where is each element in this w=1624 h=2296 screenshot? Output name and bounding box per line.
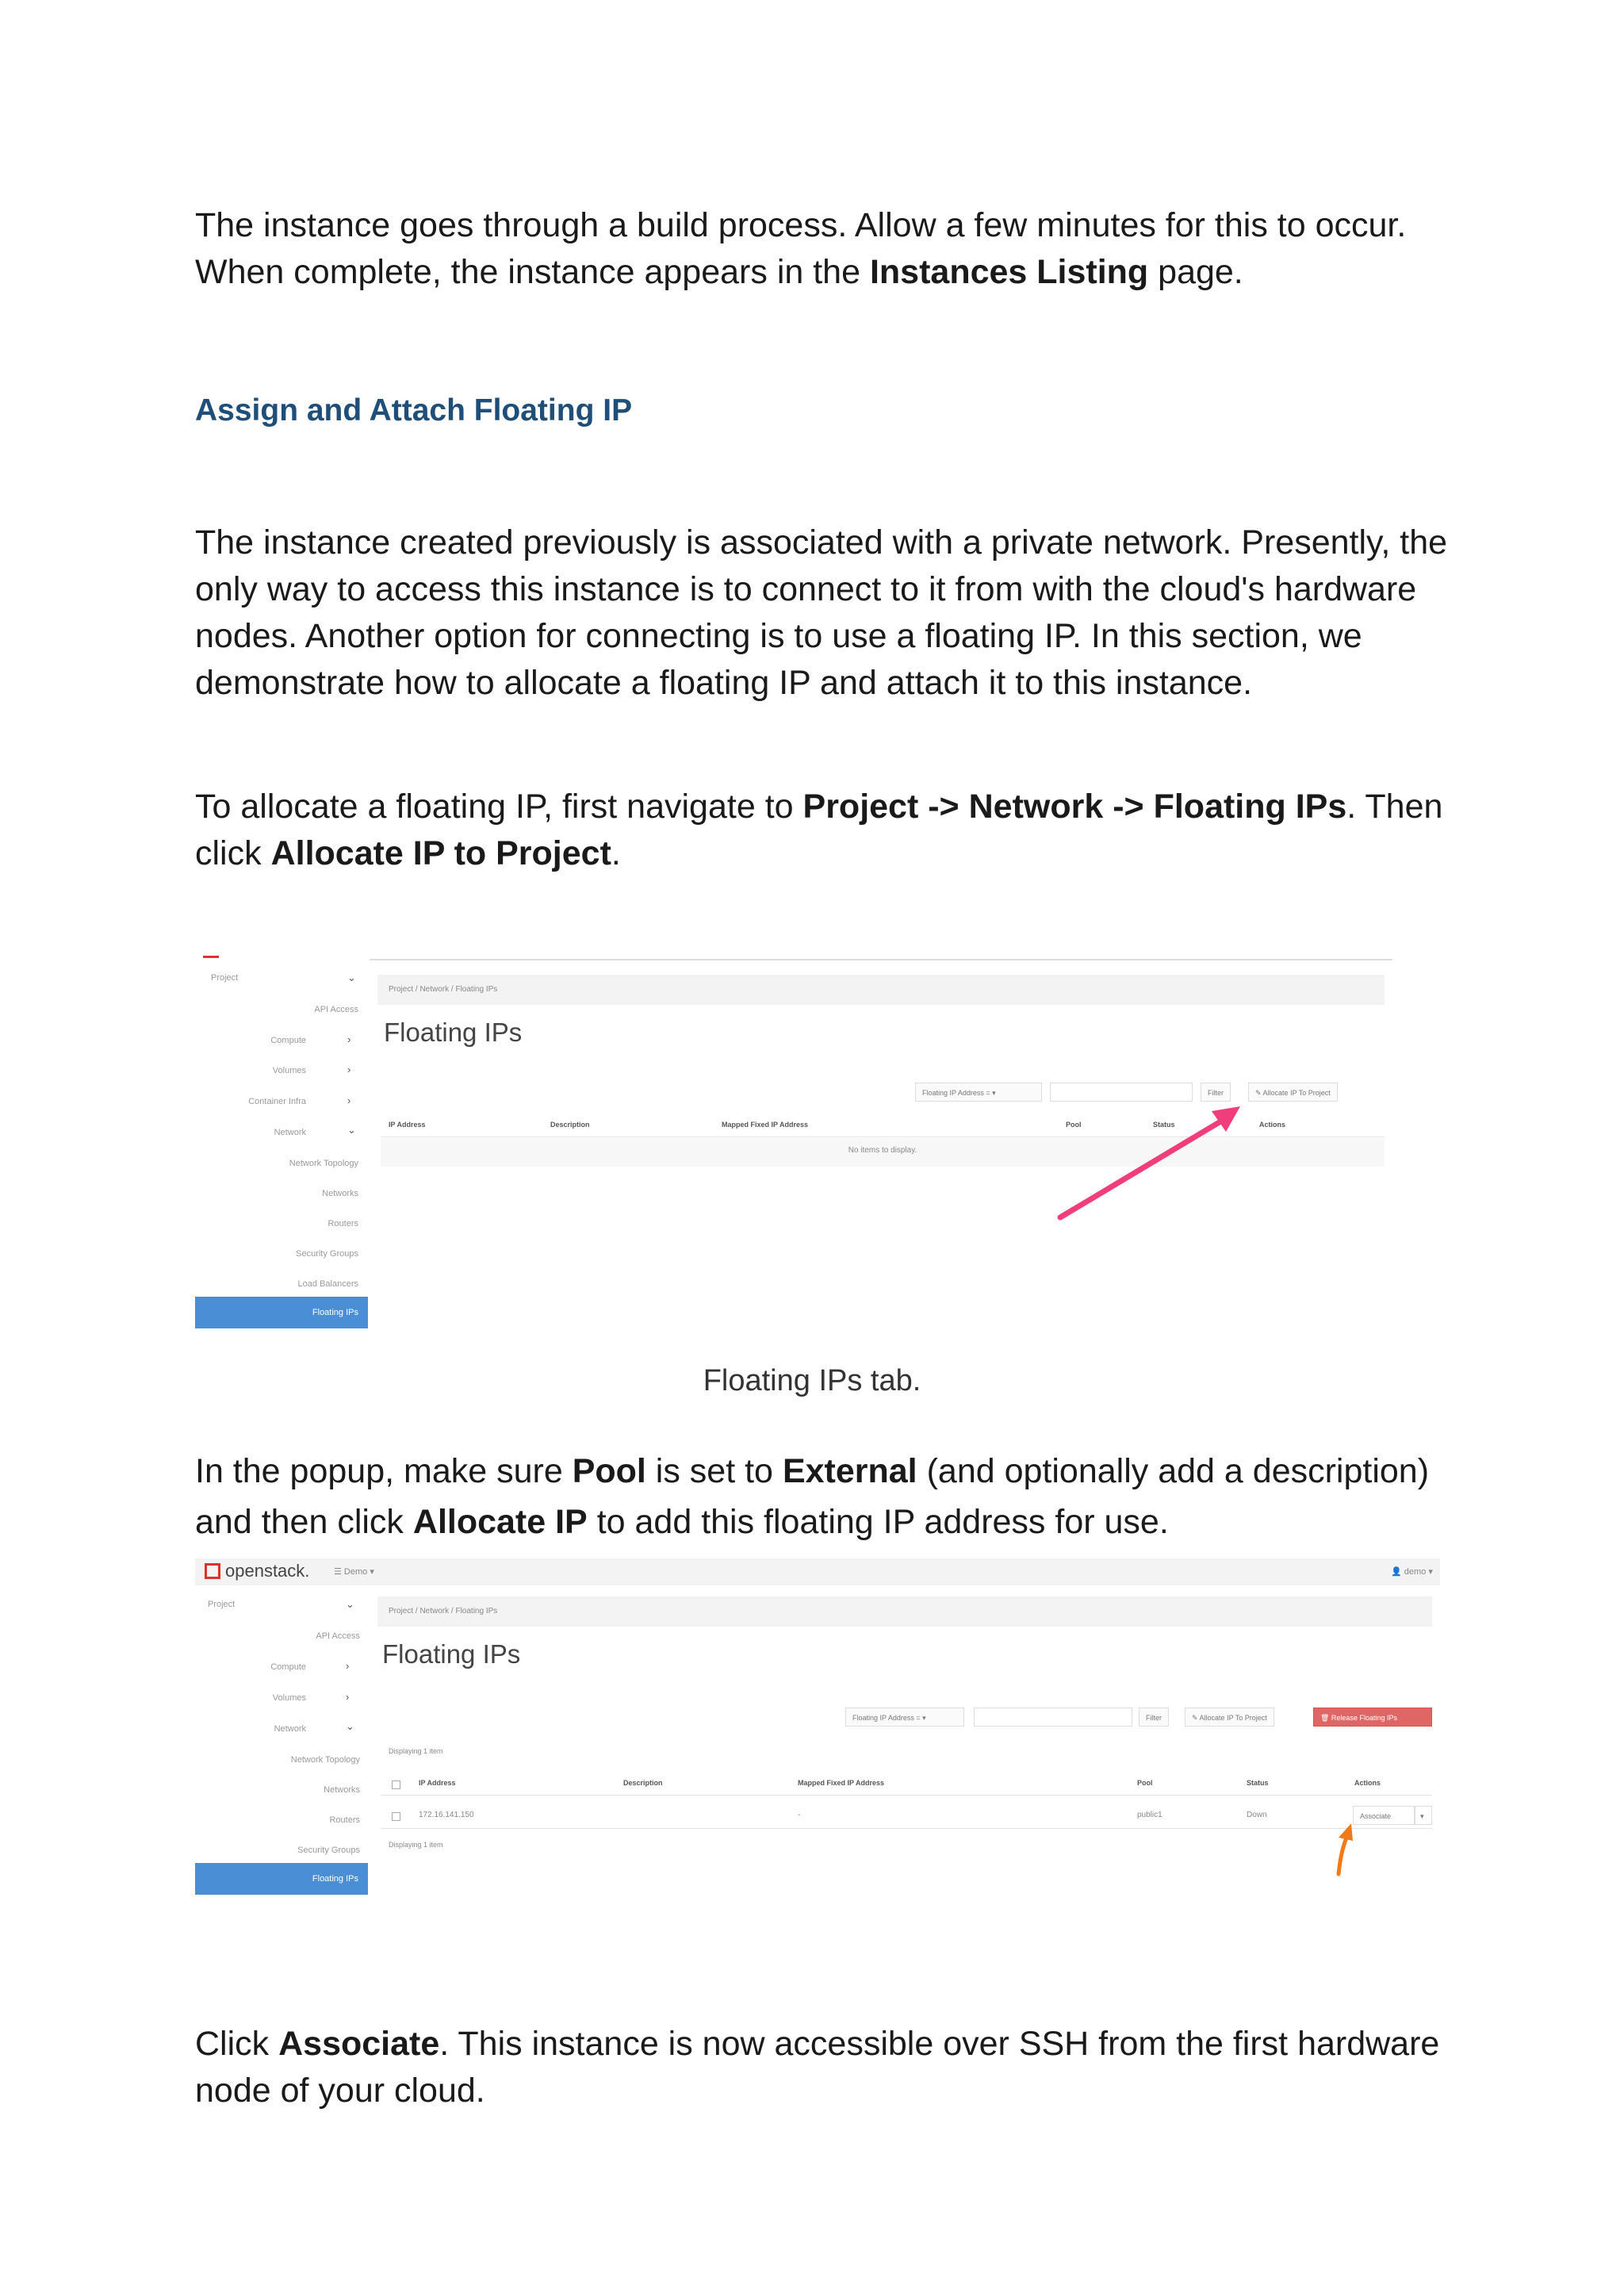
column-header[interactable]: IP Address: [389, 1121, 426, 1129]
figure-caption: Floating IPs tab.: [703, 1364, 921, 1397]
chevron-down-icon[interactable]: ▾: [1415, 1806, 1432, 1825]
column-header[interactable]: Status: [1247, 1779, 1269, 1787]
sidebar-item-security-groups[interactable]: Security Groups: [297, 1846, 360, 1855]
allocate-paragraph: To allocate a floating IP, first navigate to Project -> Network -> Floating IPs. Then click Allocate IP to Project.: [195, 788, 1443, 872]
column-header[interactable]: Description: [623, 1779, 663, 1787]
displaying-count: Displaying 1 item: [389, 1747, 443, 1755]
chevron-down-icon: ⌄: [346, 1720, 354, 1732]
filter-button[interactable]: Filter: [1201, 1083, 1231, 1102]
breadcrumb: Project / Network / Floating IPs: [377, 1596, 1432, 1627]
sidebar-item-routers[interactable]: Routers: [329, 1815, 360, 1825]
chevron-right-icon: ›: [347, 1064, 351, 1075]
empty-message: No items to display.: [848, 1146, 917, 1155]
network-paragraph: The instance created previously is associated with a private network. Presently, the only way to access this instance is to connect to it from with the cloud's hardware nodes. Another option for connecting is to use a floating IP. In this section, we demonstrate how to allocate a floating IP and attach it to this instance.: [195, 523, 1448, 702]
chevron-right-icon: ›: [346, 1660, 350, 1672]
sidebar-item-network-topology[interactable]: Network Topology: [289, 1159, 358, 1168]
column-header[interactable]: Description: [550, 1121, 590, 1129]
floating-ips-list-screenshot: [195, 1558, 1440, 1903]
sidebar-project[interactable]: Project: [208, 1600, 236, 1609]
associate-paragraph: Click Associate. This instance is now accessible over SSH from the first hardware node of your cloud.: [195, 2025, 1440, 2110]
chevron-down-icon: ⌄: [347, 1124, 356, 1136]
column-header[interactable]: Mapped Fixed IP Address: [722, 1121, 809, 1129]
pool-cell: public1: [1137, 1811, 1162, 1819]
allocate-ip-button[interactable]: ✎ Allocate IP To Project: [1248, 1083, 1338, 1102]
mapped-ip-cell: -: [798, 1811, 801, 1819]
sidebar-item-network[interactable]: Network: [274, 1724, 306, 1734]
sidebar-item-compute[interactable]: Compute: [270, 1036, 306, 1045]
sidebar-item-network-topology[interactable]: Network Topology: [290, 1755, 360, 1765]
ip-address-cell[interactable]: 172.16.141.150: [419, 1811, 474, 1819]
sidebar-item-api-access[interactable]: API Access: [316, 1631, 360, 1641]
chevron-right-icon: ›: [347, 1033, 351, 1045]
user-menu[interactable]: 👤 demo ▾: [1391, 1567, 1433, 1577]
allocate-ip-button[interactable]: ✎ Allocate IP To Project: [1185, 1708, 1274, 1727]
sidebar-project[interactable]: Project: [211, 973, 239, 983]
sidebar-item-api-access[interactable]: API Access: [314, 1005, 358, 1014]
sidebar-item-load-balancers[interactable]: Load Balancers: [297, 1279, 358, 1289]
displaying-count-bottom: Displaying 1 item: [389, 1841, 443, 1849]
status-cell: Down: [1247, 1811, 1267, 1819]
sidebar-item-network[interactable]: Network: [274, 1128, 306, 1137]
sidebar-item-container-infra[interactable]: Container Infra: [248, 1097, 306, 1106]
filter-select[interactable]: Floating IP Address = ▾: [915, 1083, 1042, 1102]
chevron-down-icon: ⌄: [346, 1598, 354, 1610]
chevron-down-icon: ⌄: [347, 972, 356, 983]
sidebar-item-floating-ips[interactable]: Floating IPs: [195, 1297, 368, 1328]
release-floating-ips-button[interactable]: 🗑 Release Floating IPs: [1313, 1708, 1432, 1727]
sidebar-item-compute[interactable]: Compute: [270, 1662, 306, 1672]
page-title: Floating IPs: [382, 1639, 521, 1669]
associate-button[interactable]: Associate: [1353, 1806, 1415, 1825]
column-header[interactable]: IP Address: [419, 1779, 456, 1787]
sidebar-item-security-groups[interactable]: Security Groups: [296, 1249, 358, 1259]
column-header[interactable]: Actions: [1259, 1121, 1286, 1129]
sidebar-item-volumes[interactable]: Volumes: [272, 1693, 306, 1703]
sidebar-item-networks[interactable]: Networks: [322, 1189, 358, 1198]
floating-ips-screenshot: [195, 948, 1392, 1336]
page-title: Floating IPs: [384, 1018, 523, 1047]
chevron-right-icon: ›: [346, 1691, 350, 1703]
column-header[interactable]: Pool: [1066, 1121, 1082, 1129]
column-header[interactable]: Actions: [1354, 1779, 1381, 1787]
project-menu[interactable]: ☰ Demo ▾: [334, 1567, 374, 1577]
column-header[interactable]: Mapped Fixed IP Address: [798, 1779, 885, 1787]
filter-button[interactable]: Filter: [1139, 1708, 1169, 1727]
breadcrumb: Project / Network / Floating IPs: [377, 975, 1385, 1005]
sidebar-item-routers[interactable]: Routers: [327, 1219, 358, 1228]
brand-name[interactable]: openstack.: [225, 1561, 310, 1581]
intro-paragraph: The instance goes through a build process. Allow a few minutes for this to occur. When complete, the instance appears in the Instances Listing page.: [195, 206, 1407, 291]
orange-arrow-icon: [195, 1558, 1440, 1903]
sidebar-item-volumes[interactable]: Volumes: [272, 1066, 306, 1075]
column-header[interactable]: Status: [1153, 1121, 1175, 1129]
pink-arrow-icon: [195, 948, 1392, 1336]
chevron-right-icon: ›: [347, 1094, 351, 1106]
popup-paragraph: In the popup, make sure Pool is set to External (and optionally add a description) and then click Allocate IP to add this floating IP address for use.: [195, 1452, 1430, 1541]
filter-select[interactable]: Floating IP Address = ▾: [845, 1708, 964, 1727]
section-heading: Assign and Attach Floating IP: [195, 393, 633, 427]
column-header[interactable]: Pool: [1137, 1779, 1153, 1787]
sidebar-item-networks[interactable]: Networks: [324, 1785, 360, 1795]
sidebar-item-floating-ips[interactable]: Floating IPs: [195, 1863, 368, 1895]
